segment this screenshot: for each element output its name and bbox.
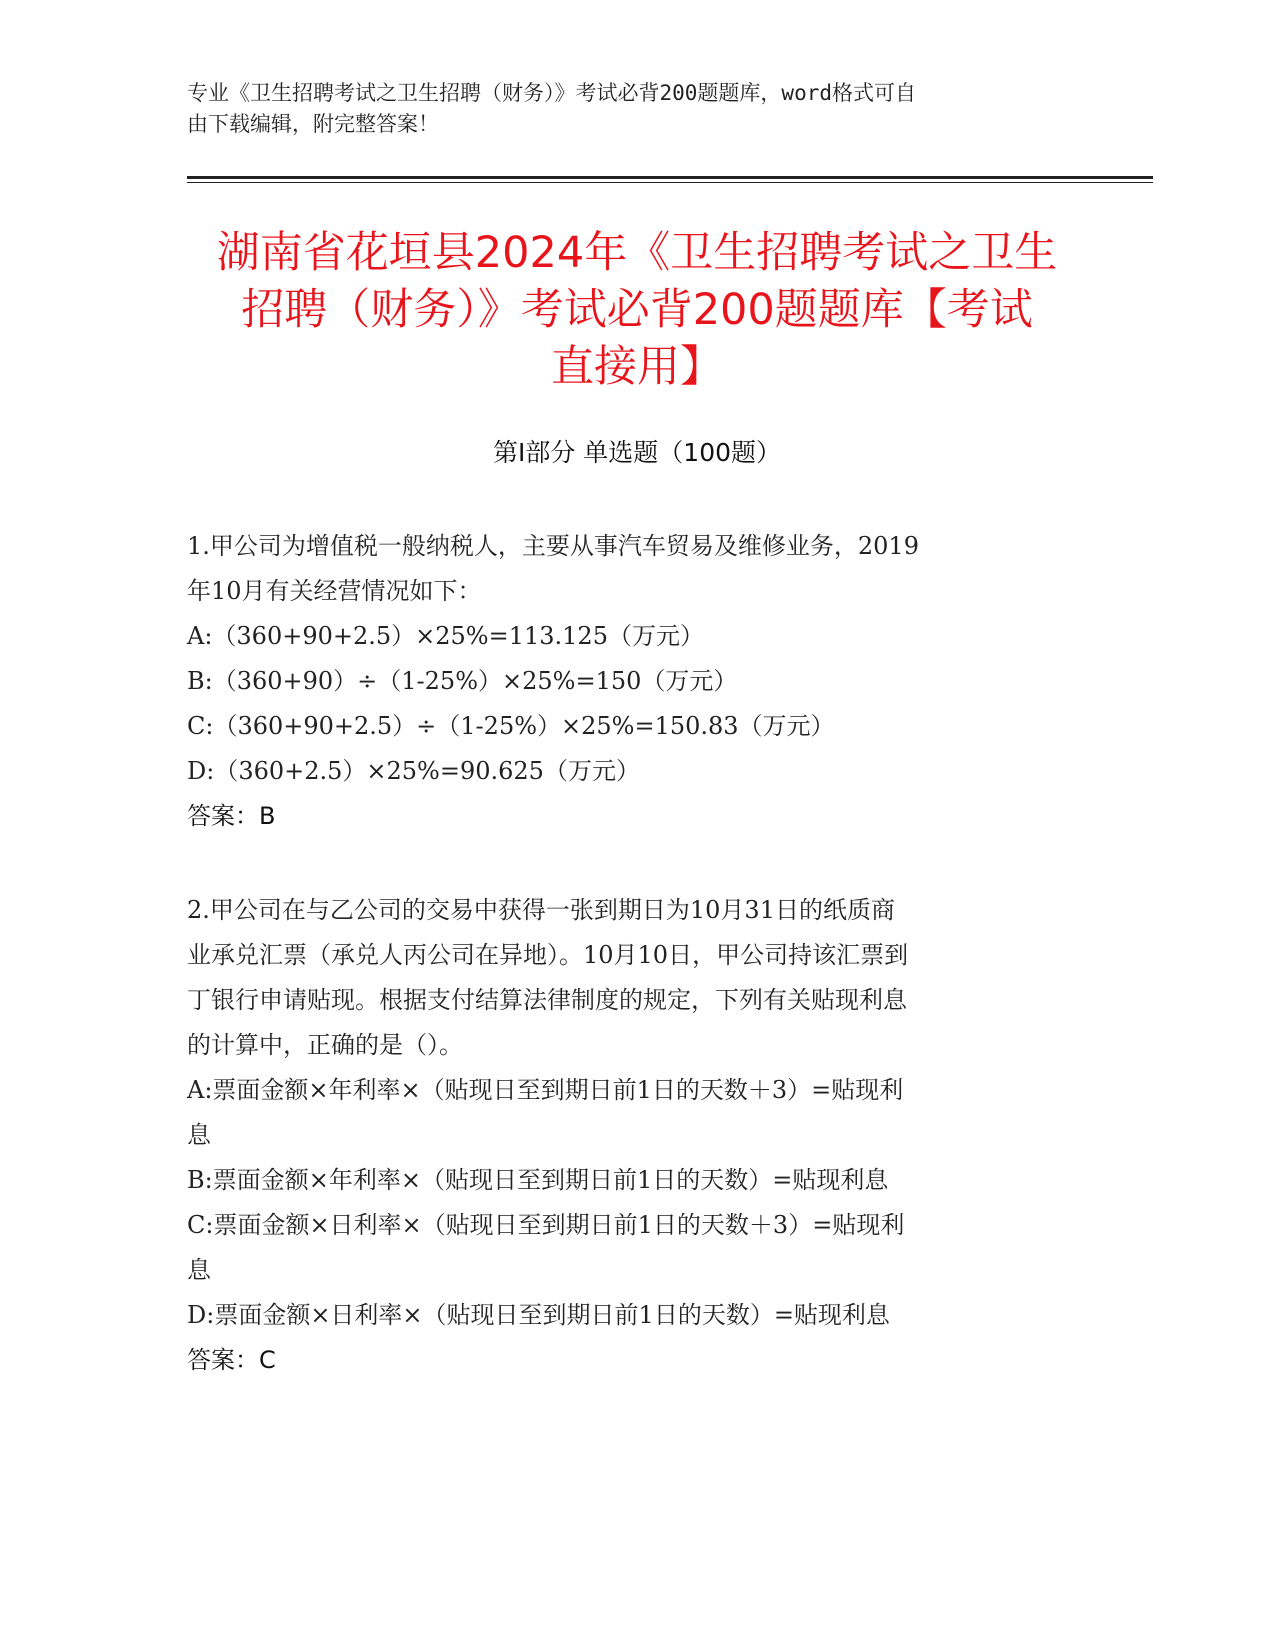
question-item [187, 524, 1087, 839]
answer-line: 答案：C [187, 1346, 276, 1374]
question-stem-line: 年10月有关经营情况如下： [187, 577, 482, 605]
question-stem-line: 2.甲公司在与乙公司的交易中获得一张到期日为10月31日的纸质商 [187, 896, 895, 924]
question-stem-line: 丁银行申请贴现。根据支付结算法律制度的规定，下列有关贴现利息 [187, 986, 907, 1014]
header-note-line: 专业《卫生招聘考试之卫生招聘（财务）》考试必背200题题库，word格式可自 [187, 81, 916, 105]
option-d: D:票面金额×日利率×（贴现日至到期日前1日的天数）=贴现利息 [187, 1301, 890, 1329]
option-c-continued: 息 [187, 1256, 211, 1284]
question-stem-line: 业承兑汇票（承兑人丙公司在异地）。10月10日，甲公司持该汇票到 [187, 941, 909, 969]
option-b: B:（360+90）÷（1-25%）×25%=150（万元） [187, 667, 738, 695]
title-line: 直接用】 [551, 342, 723, 392]
title-line: 湖南省花垣县2024年《卫生招聘考试之卫生 [216, 228, 1058, 278]
option-b: B:票面金额×年利率×（贴现日至到期日前1日的天数）=贴现利息 [187, 1166, 889, 1194]
section-heading: 第Ⅰ部分 单选题（100题） [492, 438, 782, 467]
option-a: A:票面金额×年利率×（贴现日至到期日前1日的天数＋3）=贴现利 [187, 1076, 904, 1104]
option-a: A:（360+90+2.5）×25%=113.125（万元） [187, 622, 704, 650]
option-c: C:票面金额×日利率×（贴现日至到期日前1日的天数＋3）=贴现利 [187, 1211, 905, 1239]
header-note-line: 由下载编辑，附完整答案！ [187, 112, 439, 136]
option-c: C:（360+90+2.5）÷（1-25%）×25%=150.83（万元） [187, 712, 835, 740]
question-stem-line: 的计算中，正确的是（）。 [187, 1031, 463, 1059]
title-line: 招聘（财务）》考试必背200题题库【考试 [241, 285, 1033, 335]
answer-line: 答案：B [187, 802, 276, 830]
question-item [187, 888, 1087, 1383]
header-divider-thin [187, 182, 1153, 183]
question-stem-line: 1.甲公司为增值税一般纳税人，主要从事汽车贸易及维修业务，2019 [187, 532, 919, 560]
option-a-continued: 息 [187, 1121, 211, 1149]
option-d: D:（360+2.5）×25%=90.625（万元） [187, 757, 640, 785]
document-title [187, 225, 1087, 396]
document-header-note [187, 78, 1067, 140]
header-divider-thick [187, 176, 1153, 179]
